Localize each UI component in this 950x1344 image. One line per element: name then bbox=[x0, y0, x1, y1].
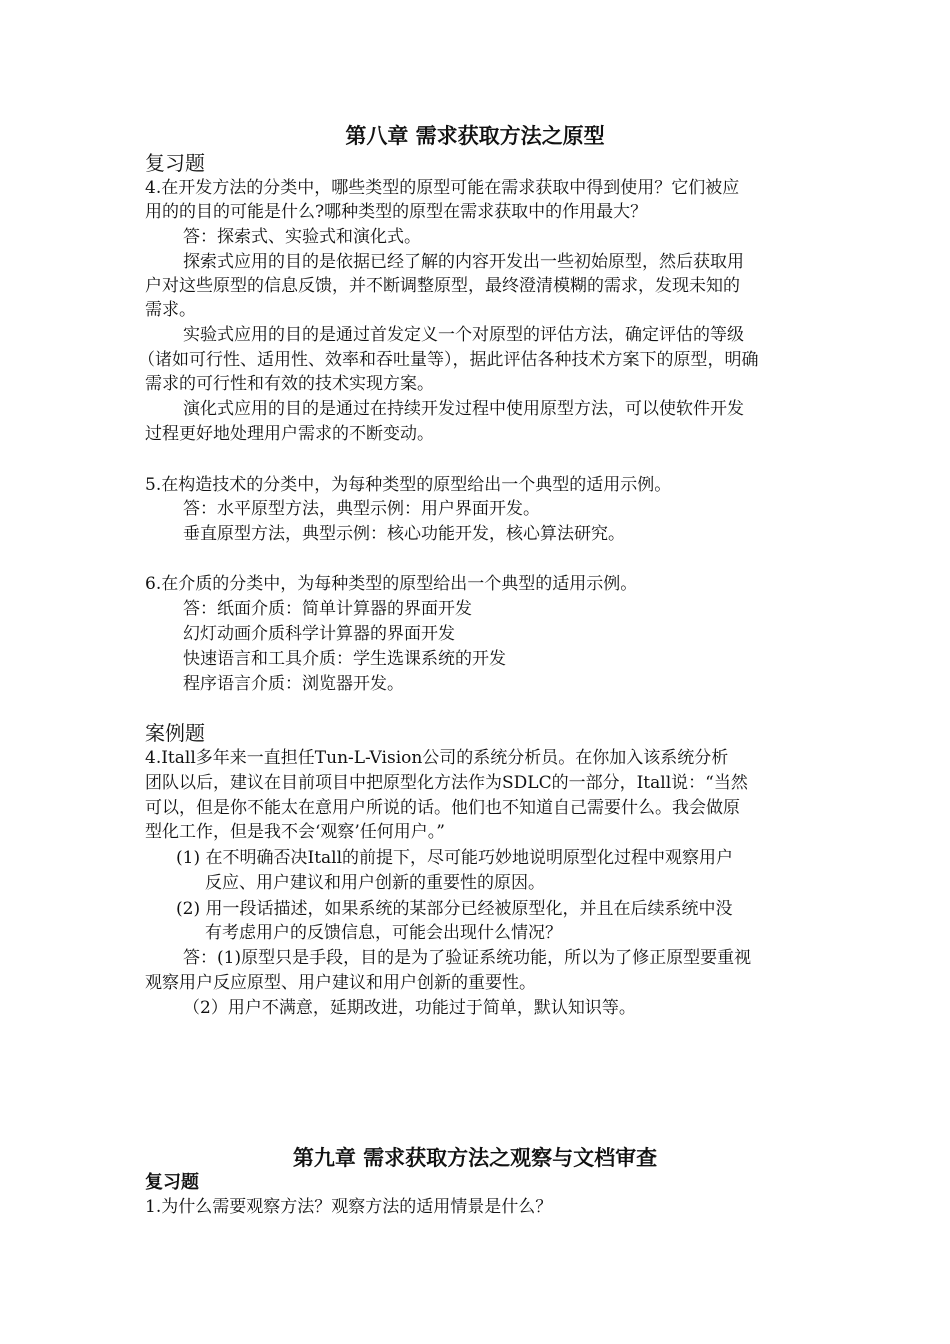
exploratory-para-line-2: 户对这些原型的信息反馈，并不断调整原型，最终澄清模糊的需求，发现未知的 bbox=[145, 276, 740, 296]
case-4-answer1-line-2: 观察用户反应原型、用户建议和用户创新的重要性。 bbox=[145, 973, 536, 993]
question-6-answer-line-2: 幻灯动画介质科学计算器的界面开发 bbox=[183, 624, 455, 644]
case-heading: 案例题 bbox=[145, 721, 205, 745]
question-6: 6.在介质的分类中，为每种类型的原型给出一个典型的适用示例。 bbox=[145, 574, 638, 594]
case-4-line-2: 团队以后，建议在目前项目中把原型化方法作为SDLC的一部分，Itall说：“当然 bbox=[145, 773, 748, 793]
chapter9-question-1: 1.为什么需要观察方法？观察方法的适用情景是什么？ bbox=[145, 1197, 553, 1217]
case-4-line-4: 型化工作，但是我不会‘观察’任何用户。” bbox=[145, 822, 445, 842]
case-4-line-3: 可以，但是你不能太在意用户所说的话。他们也不知道自己需要什么。我会做原 bbox=[145, 798, 740, 818]
evolutionary-para-line-2: 过程更好地处理用户需求的不断变动。 bbox=[145, 424, 434, 444]
experimental-para-line-1: 实验式应用的目的是通过首发定义一个对原型的评估方法，确定评估的等级 bbox=[183, 325, 744, 345]
chapter9-review-heading: 复习题 bbox=[145, 1172, 199, 1193]
case-4-sub2-line-2: 有考虑用户的反馈信息，可能会出现什么情况？ bbox=[205, 923, 562, 943]
chapter9-title: 第九章 需求获取方法之观察与文档审查 bbox=[292, 1146, 658, 1170]
exploratory-para-line-3: 需求。 bbox=[145, 300, 196, 320]
review-heading: 复习题 bbox=[145, 151, 205, 175]
case-4-sub1-line-2: 反应、用户建议和用户创新的重要性的原因。 bbox=[205, 873, 545, 893]
question-4-line-1: 4.在开发方法的分类中，哪些类型的原型可能在需求获取中得到使用？它们被应 bbox=[145, 178, 740, 198]
question-6-answer-line-1: 答：纸面介质：简单计算器的界面开发 bbox=[183, 599, 472, 619]
question-5-answer-line-1: 答：水平原型方法，典型示例：用户界面开发。 bbox=[183, 499, 540, 519]
case-4-line-1: 4.Itall多年来一直担任Tun-L-Vision公司的系统分析员。在你加入该系统分析 bbox=[145, 748, 729, 768]
question-4-line-2: 用的的目的可能是什么?哪种类型的原型在需求获取中的作用最大？ bbox=[145, 202, 648, 222]
question-6-answer-line-4: 程序语言介质：浏览器开发。 bbox=[183, 674, 404, 694]
question-5-answer-line-2: 垂直原型方法，典型示例：核心功能开发，核心算法研究。 bbox=[183, 524, 625, 544]
case-4-answer2: （2）用户不满意，延期改进，功能过于简单，默认知识等。 bbox=[183, 998, 636, 1018]
case-4-answer1-line-1: 答：(1)原型只是手段，目的是为了验证系统功能，所以为了修正原型要重视 bbox=[183, 948, 752, 968]
question-5: 5.在构造技术的分类中，为每种类型的原型给出一个典型的适用示例。 bbox=[145, 475, 672, 495]
experimental-para-line-3: 需求的可行性和有效的技术实现方案。 bbox=[145, 374, 434, 394]
case-4-sub2-line-1: (2) 用一段话描述，如果系统的某部分已经被原型化，并且在后续系统中没 bbox=[176, 899, 733, 919]
question-6-answer-line-3: 快速语言和工具介质：学生选课系统的开发 bbox=[183, 649, 506, 669]
case-4-sub1-line-1: (1) 在不明确否决Itall的前提下，尽可能巧妙地说明原型化过程中观察用户 bbox=[176, 848, 734, 868]
chapter8-title: 第八章 需求获取方法之原型 bbox=[345, 124, 605, 148]
experimental-para-line-2: （诸如可行性、适用性、效率和吞吐量等），据此评估各种技术方案下的原型，明确 bbox=[138, 350, 759, 370]
evolutionary-para-line-1: 演化式应用的目的是通过在持续开发过程中使用原型方法，可以使软件开发 bbox=[183, 399, 744, 419]
question-4-answer: 答：探索式、实验式和演化式。 bbox=[183, 227, 421, 247]
exploratory-para-line-1: 探索式应用的目的是依据已经了解的内容开发出一些初始原型，然后获取用 bbox=[183, 252, 744, 272]
